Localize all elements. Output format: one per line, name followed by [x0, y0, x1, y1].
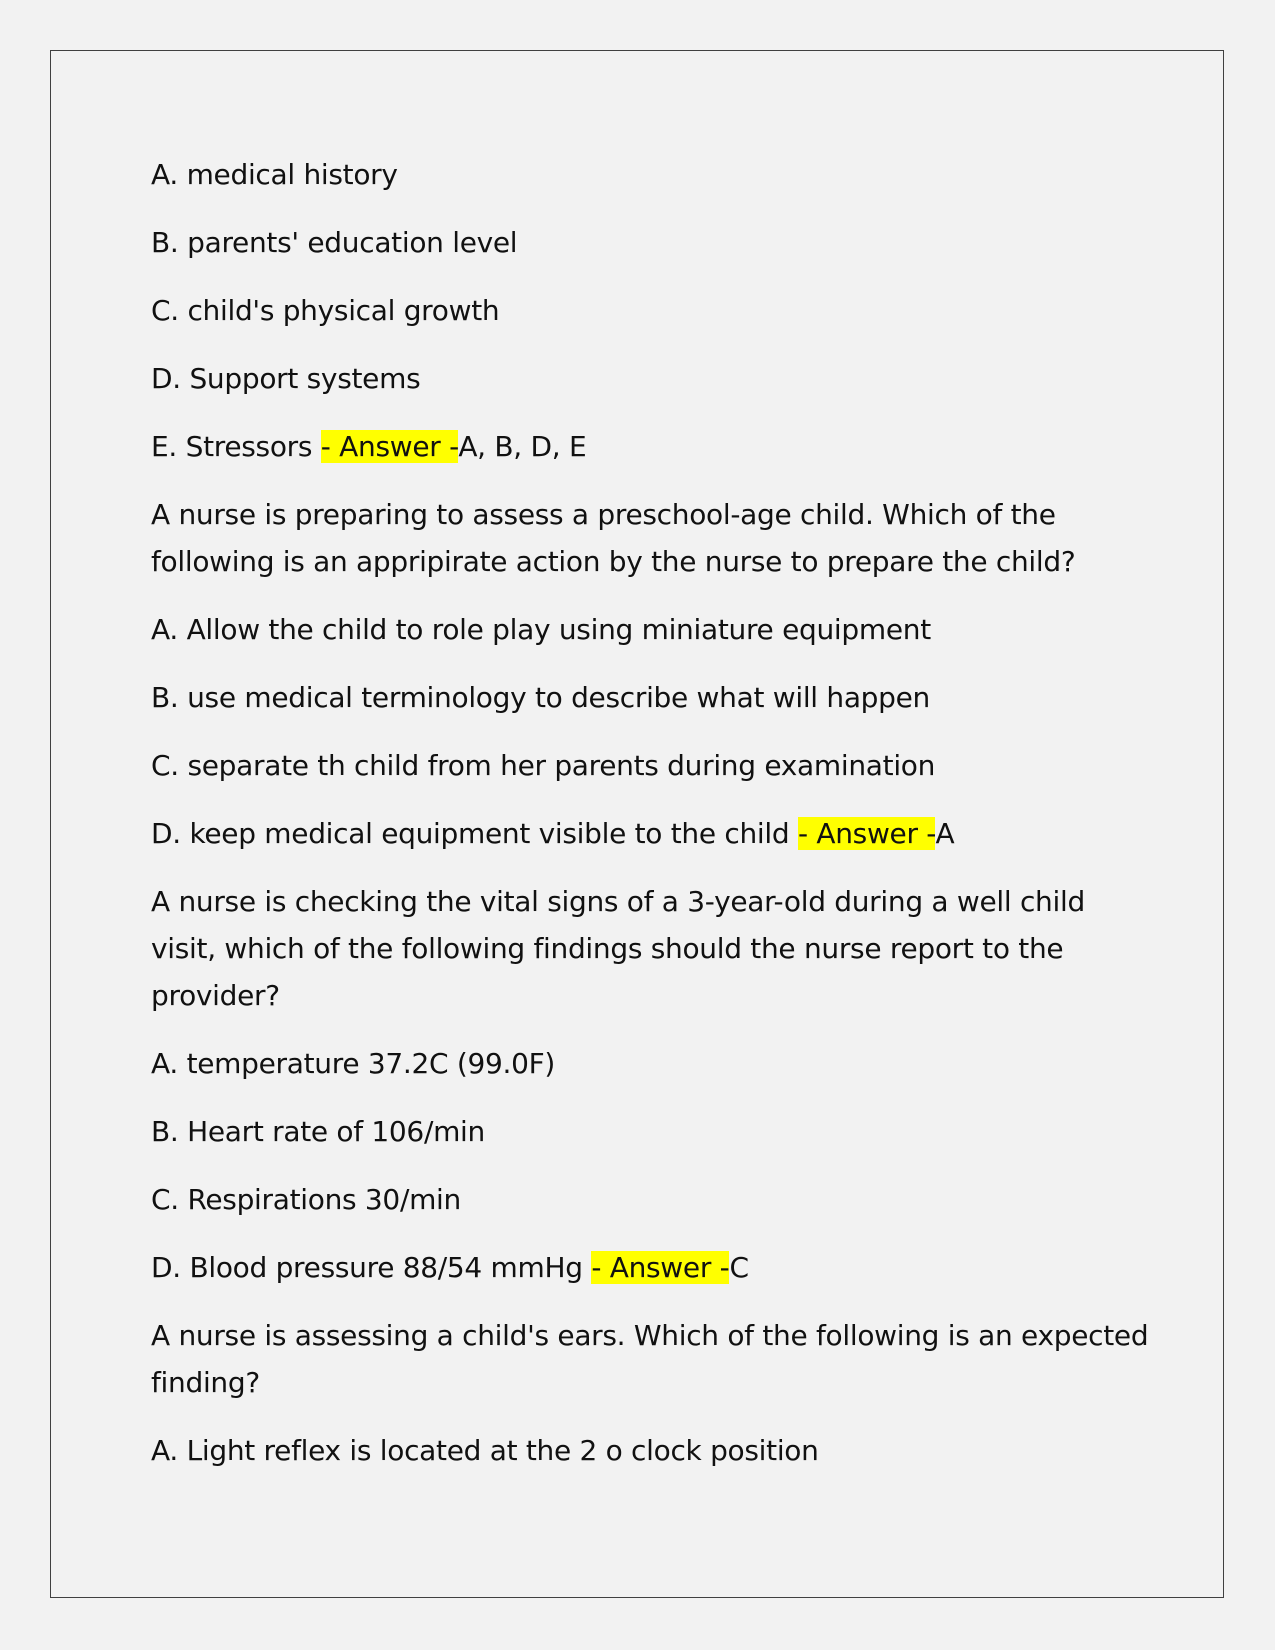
q1-option-c: C. child's physical growth — [151, 294, 500, 327]
q1-answer: A, B, D, E — [458, 430, 587, 463]
q2-option-d — [151, 810, 1151, 857]
q3-option-d-text: D. Blood pressure 88/54 mmHg — [151, 1251, 592, 1284]
document-content — [151, 151, 1151, 1495]
q3-answer-label: - Answer - — [591, 1251, 730, 1284]
q3-option-c: C. Respirations 30/min — [151, 1183, 461, 1216]
q2-option-d-text: D. keep medical equipment visible to the child — [151, 817, 798, 850]
q1-option-a: A. medical history — [151, 158, 398, 191]
q2-stem: A nurse is preparing to assess a preschool-age child. Which of the following is an appripirate action by the nurse to prepare the child? — [151, 498, 1076, 578]
q1-answer-label: - Answer - — [320, 430, 459, 463]
q2-option-c: C. separate th child from her parents during examination — [151, 749, 936, 782]
q1-option-d: D. Support systems — [151, 362, 421, 395]
q2-option-a: A. Allow the child to role play using miniature equipment — [151, 613, 931, 646]
q3-answer: C — [729, 1251, 749, 1284]
q4-option-a: A. Light reflex is located at the 2 o clock position — [151, 1434, 819, 1467]
q2-option-b: B. use medical terminology to describe what will happen — [151, 681, 930, 714]
q1-option-e-text: E. Stressors — [151, 430, 321, 463]
q3-option-d — [151, 1244, 1151, 1291]
q3-stem: A nurse is checking the vital signs of a 3-year-old during a well child visit, which of the following findings should the nurse report to the provider? — [151, 885, 1085, 1012]
q1-option-b: B. parents' education level — [151, 226, 518, 259]
q2-answer-label: - Answer - — [797, 817, 936, 850]
q1-option-e — [151, 423, 1151, 470]
document-page — [50, 50, 1224, 1598]
q2-answer: A — [935, 817, 955, 850]
q4-stem: A nurse is assessing a child's ears. Which of the following is an expected finding? — [151, 1319, 1149, 1399]
q3-option-a: A. temperature 37.2C (99.0F) — [151, 1047, 556, 1080]
q3-option-b: B. Heart rate of 106/min — [151, 1115, 485, 1148]
